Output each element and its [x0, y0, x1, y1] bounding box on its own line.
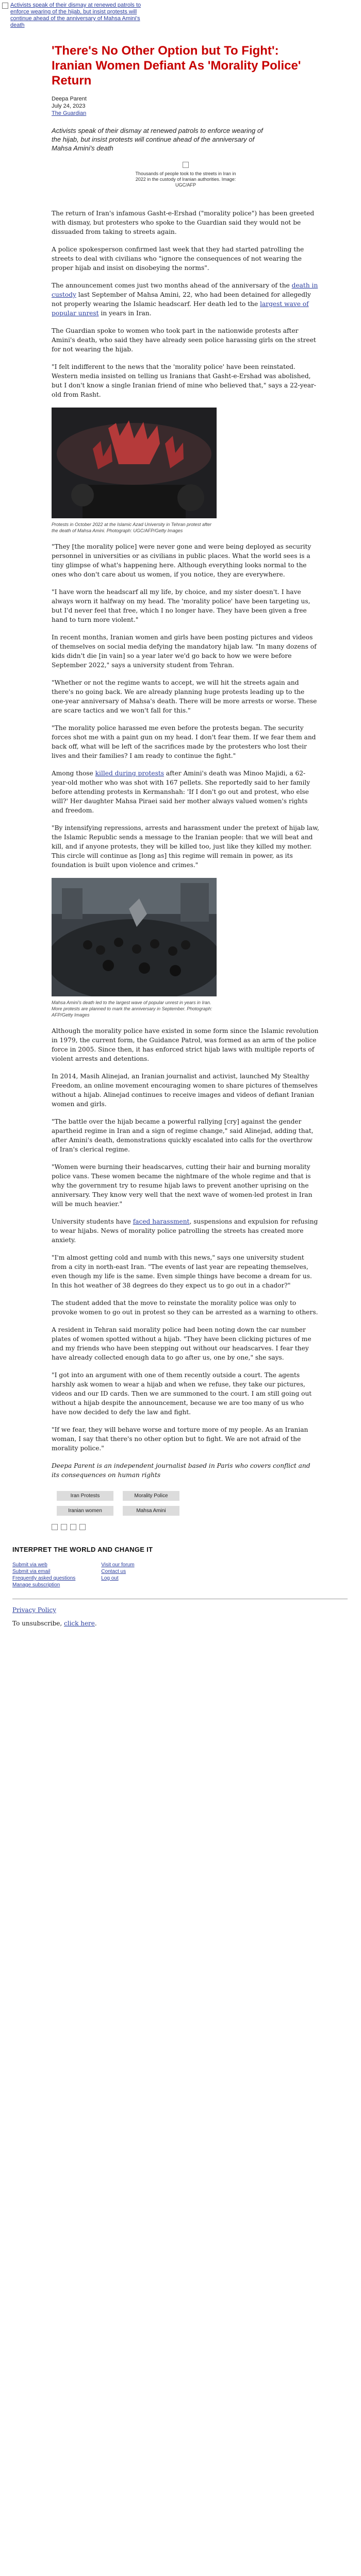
street-protest-photo [52, 878, 217, 996]
paragraph [52, 769, 320, 815]
top-strip [2, 0, 146, 31]
broken-image-icon [183, 162, 189, 168]
text-run: , suspensions and expulsion for refusing to wear hijabs. News of morality police patrolling the streets has created more anxiety. [52, 1218, 318, 1244]
submit-web-link[interactable]: Submit via web [12, 1562, 47, 1568]
tag-iranian-women[interactable]: Iranian women [57, 1506, 113, 1516]
death-in-custody-link[interactable]: death in custody [52, 282, 318, 298]
paragraph: The return of Iran's infamous Gasht-e-Ershad ("morality police") has been greeted with dismay, but protesters who spoke to the Guardian said they would not be dissuaded from taking to streets again. [52, 210, 315, 235]
byline [52, 95, 320, 117]
headline: 'There's No Other Option but To Fight': Iranian Women Defiant As 'Morality Police' Return [52, 44, 301, 88]
lead-caption: Thousands of people took to the streets in Iran in 2022 in the custody of Iranian authorities. Image: UGC/AFP [135, 171, 236, 188]
paragraph: A police spokesperson confirmed last week that they had started patrolling the streets to deal with civilians who "ignore the consequences of not wearing the proper hijab and insist on disobeying the norms". [52, 246, 304, 272]
contact-link[interactable]: Contact us [101, 1569, 126, 1574]
paragraph: "Whether or not the regime wants to accept, we will hit the streets again and there's no going back. We are already planning huge protests leading up to the one-year anniversary of Mahsa's death. There will be more arrests or worse. These are scare tactics and we won't fall for this." [52, 679, 317, 714]
paragraph: In 2014, Masih Alinejad, an Iranian journalist and activist, launched My Stealthy Freedom, an online movement encouraging women to share pictures of themselves without a hijab. Alinejad continues to receive images and videos of defiant Iranian women and girls. [52, 1073, 318, 1108]
paragraph [52, 1217, 320, 1245]
text-run: University students have [52, 1218, 133, 1225]
text-run: The announcement comes just two months ahead of the anniversary of the [52, 282, 292, 289]
faced-harassment-link[interactable]: faced harassment [133, 1218, 190, 1225]
share-icon[interactable] [52, 1524, 58, 1530]
tag-iran-protests[interactable]: Iran Protests [57, 1491, 113, 1501]
paragraph: A resident in Tehran said morality police had been noting down the car number plates of women spotted without a hijab. "They have been clicking pictures of me and my friends who have been stepping out without our headscarves. I fear they have already collected enough data to go after us, one by one," she says. [52, 1326, 311, 1361]
forum-link[interactable]: Visit our forum [101, 1562, 135, 1568]
share-icons [52, 1524, 320, 1530]
paragraph: In recent months, Iranian women and girls have been posting pictures and videos of themselves on social media defying the mandatory hijab law. "In many dozens of kids didn't die [in vain] so a year later we'd go back to how we were before September 2022," says a university student from Tehran. [52, 634, 317, 669]
share-icon[interactable] [61, 1524, 67, 1530]
paragraph: "I got into an argument with one of them recently outside a court. The agents harshly ask women to wear a hijab and when we refuse, they take our pictures, videos and our ID cards. Then we are summoned to the court. I am still going out without a hijab despite the announcement, because we are too many of us who have now decided to defy the law and fight. [52, 1371, 312, 1416]
submit-email-link[interactable]: Submit via email [12, 1569, 51, 1574]
source-link[interactable]: The Guardian [52, 110, 87, 116]
publish-date: July 24, 2023 [52, 103, 86, 109]
author-signoff: Deepa Parent is an independent journalist based in Paris who covers conflict and its consequences on human rights [52, 1462, 310, 1479]
paragraph: "By intensifying repressions, arrests and harassment under the pretext of hijab law, the Islamic Republic sends a message to the Iranian people: that we will beat and kill, and if anyone protests, they will be killed too, just like they killed my mother. This circle will continue as [long as] this regime will remain in power, as its foundation is built upon violence and crimes." [52, 824, 319, 869]
paragraph: Although the morality police have existed in some form since the Islamic revolution in 1979, the current form, the Guidance Patrol, was formed as an arm of the police force in 2005. Since then, it has enforced strict hijab laws with multiple reports of violent arrests and detentions. [52, 1027, 319, 1062]
share-icon[interactable] [79, 1524, 86, 1530]
killed-during-protests-link[interactable]: killed during protests [95, 770, 165, 777]
manage-subscription-link[interactable]: Manage subscription [12, 1582, 60, 1588]
text-run: in years in Iran. [99, 310, 152, 317]
standfirst: Activists speak of their dismay at renewed patrols to enforce wearing of the hijab, but insist protests will continue ahead of the anniversary of Mahsa Amini's death [52, 127, 263, 152]
unsubscribe-text: To unsubscribe, [12, 1620, 62, 1627]
text-run: last September of Mahsa Amini, 22, who had been detained for allegedly not properly wearing the Islamic headscarf. Her death led to the [52, 291, 311, 308]
paragraph: "Women were burning their headscarves, cutting their hair and burning morality police vans. These women became the nightmare of the whole regime and that is why the government try to resume hijab laws to prevent another uprising on the anniversary. They know very well that the next wave of women-led protest in Iran will be much heavier." [52, 1163, 313, 1208]
logout-link[interactable]: Log out [101, 1575, 119, 1581]
paragraph: "I felt indifferent to the news that the 'morality police' have been reinstated. Western media insisted on telling us Iranians that Gasht-e-Ershad was abolished, but I don't know a single Iranian friend of mine who believed that," says a 22-year-old from Rasht. [52, 363, 316, 398]
paragraph: "I'm almost getting cold and numb with this news," says one university student from a city in north-east Iran. "The events of last year are repeating themselves, even though my life is the same. Even simple things have become a dream for us. In this hot weather of 38 degrees do they expect us to go out in a chador?" [52, 1254, 312, 1289]
author: Deepa Parent [52, 96, 87, 102]
article [52, 31, 320, 1530]
top-article-link[interactable]: Activists speak of their dismay at renewed patrols to enforce wearing of the hijab, but insist protests will continue ahead of the anniversary of Mahsa Amini's death [10, 2, 141, 28]
footer-column [12, 1562, 75, 1588]
photo-caption: Mahsa Amini's death led to the largest wave of popular unrest in years in Iran. More protests are planned to mark the anniversary in September. Photograph: AFP/Getty Images [52, 1000, 212, 1018]
paragraph: "The morality police harassed me even before the protests began. The security forces shot me with a paint gun on my head. I don't fear them. If we fear them and back off, what will be left of the sacrifices made by the protesters who lost their lives and their families? I am ready to continue the fight." [52, 724, 316, 759]
tag-list [57, 1491, 211, 1516]
period: . [94, 1620, 97, 1627]
paragraph: "I have worn the headscarf all my life, by choice, and my sister doesn't. I have always worn it halfway on my head. The 'morality police' have been targeting us, but I'd never feel that free, which I no longer have. They have been given a free hand to turn more violent." [52, 588, 310, 623]
unsubscribe-link[interactable]: click here [64, 1620, 95, 1627]
broken-image-icon [2, 3, 8, 9]
paragraph: The Guardian spoke to women who took part in the nationwide protests after Amini's death, who said they have already seen police harassing girls on the street for not wearing the hijab. [52, 327, 316, 353]
paragraph: The student added that the move to reinstate the morality police was only to provoke women to go out in protest so they can be arrested as a warning to others. [52, 1299, 318, 1316]
text-run: after Amini's death was Minoo Majidi, a 62-year-old mother who was shot with 167 pellets. She reportedly said to her family before attending protests in Kermanshah: 'If I don't go out and protest, who else will?' Her daughter Mahsa Piraei said her mother always valued women's rights and freedom. [52, 770, 310, 814]
footer-column [101, 1562, 134, 1588]
footer [0, 1546, 361, 1628]
paragraph: "The battle over the hijab became a powerful rallying [cry] against the gender apartheid regime in Iran and a sign of regime change," said Alinejad, adding that, after Amini's death, demonstrations quickly escalated into calls for the overthrow of Iran's clerical regime. [52, 1118, 314, 1153]
street-protest-illustration [52, 878, 217, 996]
faq-link[interactable]: Frequently asked questions [12, 1575, 76, 1581]
footer-title: INTERPRET THE WORLD AND CHANGE IT [12, 1546, 153, 1553]
paragraph [52, 281, 320, 318]
fine-print [12, 1605, 361, 1628]
tag-morality-police[interactable]: Morality Police [123, 1491, 179, 1501]
photo-caption: Protests in October 2022 at the Islamic Azad University in Tehran protest after the death of Mahsa Amini. Photograph: UGC/AFP/Getty Images [52, 522, 211, 533]
tag-mahsa-amini[interactable]: Mahsa Amini [123, 1506, 179, 1516]
footer-links [12, 1562, 361, 1588]
paragraph: "They [the morality police] were never gone and were being deployed as security personnel in universities or as civilians in public places. What the world sees is a tiny glimpse of what's happening here. Although everything looks normal to the ones who don't care about us women, if you notice, they are everywhere. [52, 543, 311, 578]
privacy-policy-link[interactable]: Privacy Policy [12, 1606, 56, 1614]
lead-figure [134, 162, 237, 188]
text-run: Among those [52, 770, 95, 777]
paragraph: "If we fear, they will behave worse and torture more of my people. As an Iranian woman, I say that there's no other option but to fight. We are not afraid of the morality police." [52, 1426, 308, 1452]
largest-wave-link[interactable]: largest wave of popular unrest [52, 300, 309, 317]
protest-photo [52, 408, 217, 518]
protest-photo-illustration [52, 408, 217, 518]
share-icon[interactable] [70, 1524, 76, 1530]
